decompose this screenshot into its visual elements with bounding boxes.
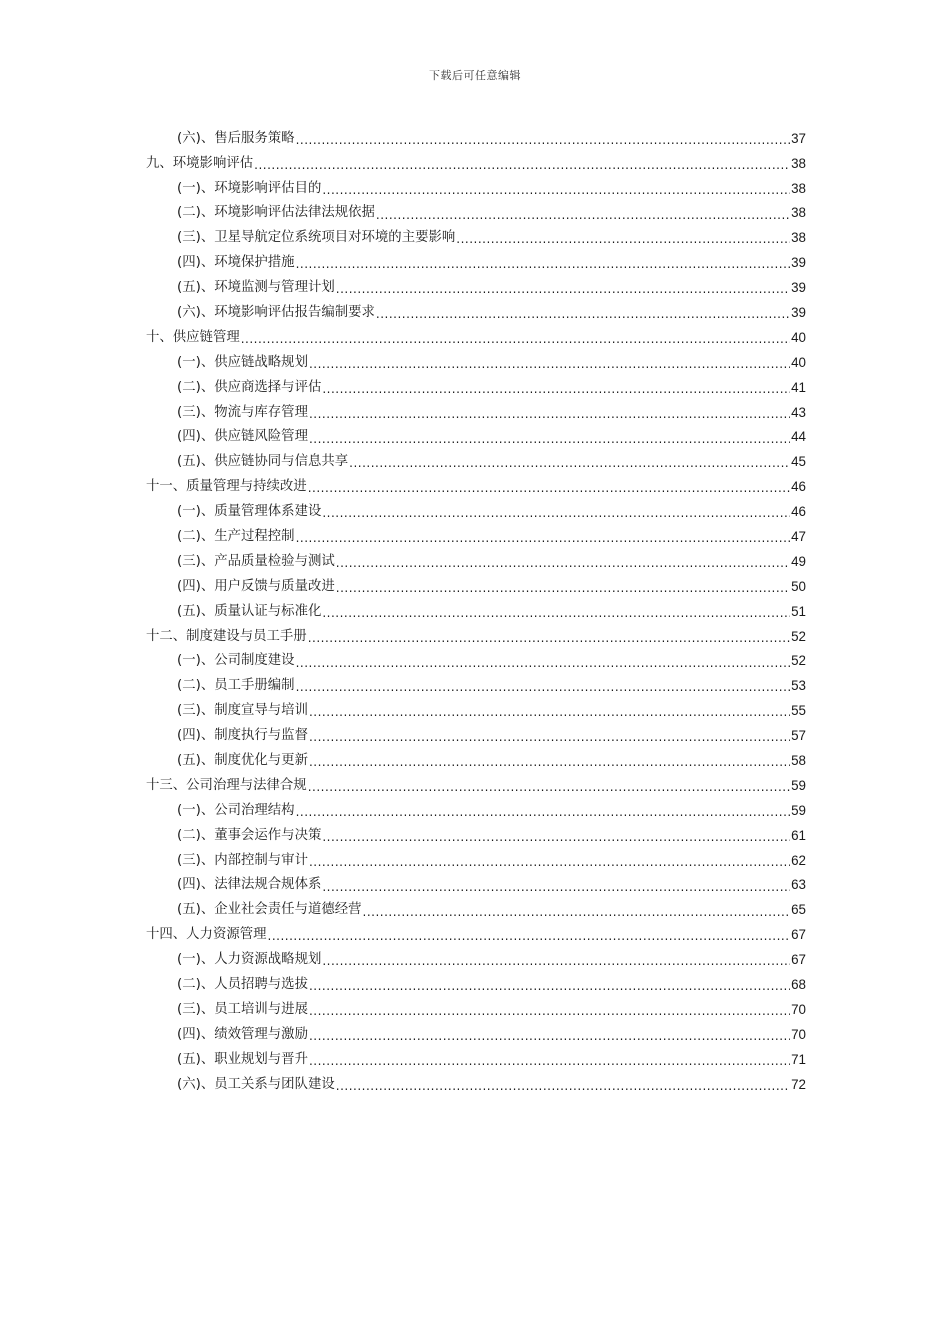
toc-entry-page-number: 45: [791, 454, 806, 470]
toc-dot-leader: [363, 906, 791, 923]
toc-entry[interactable]: [146, 151, 806, 176]
toc-entry[interactable]: [146, 474, 806, 499]
toc-entry-page-number: 44: [791, 429, 806, 445]
toc-entry-title: (六)、售后服务策略: [177, 130, 295, 146]
toc-entry-page-number: 46: [791, 479, 806, 495]
toc-dot-leader: [322, 831, 790, 848]
toc-entry[interactable]: [146, 873, 806, 898]
toc-dot-leader: [322, 507, 790, 524]
toc-entry-title: (三)、物流与库存管理: [177, 404, 308, 420]
toc-entry-title: (四)、供应链风险管理: [177, 429, 308, 445]
toc-entry[interactable]: [146, 499, 806, 524]
toc-entry-title: (四)、绩效管理与激励: [177, 1026, 308, 1042]
toc-entry[interactable]: [146, 400, 806, 425]
toc-entry-title: (三)、内部控制与审计: [177, 852, 308, 868]
toc-entry-page-number: 40: [791, 329, 806, 345]
toc-dot-leader: [296, 806, 791, 823]
toc-entry-page-number: 55: [791, 703, 806, 719]
toc-dot-leader: [322, 184, 790, 201]
toc-entry[interactable]: [146, 176, 806, 201]
toc-entry[interactable]: [146, 923, 806, 948]
toc-entry[interactable]: [146, 226, 806, 251]
toc-entry-title: 十一、质量管理与持续改进: [146, 479, 307, 495]
toc-entry[interactable]: [146, 947, 806, 972]
toc-entry-page-number: 39: [791, 280, 806, 296]
toc-entry-title: (一)、公司制度建设: [177, 653, 295, 669]
toc-entry-title: (五)、环境监测与管理计划: [177, 280, 335, 296]
toc-entry[interactable]: [146, 201, 806, 226]
toc-entry[interactable]: [146, 1022, 806, 1047]
toc-entry-title: (二)、环境影响评估法律法规依据: [177, 205, 375, 221]
toc-entry-title: (五)、供应链协同与信息共享: [177, 454, 349, 470]
toc-entry-title: (三)、员工培训与进展: [177, 1001, 308, 1017]
toc-entry-title: (五)、企业社会责任与道德经营: [177, 902, 362, 918]
toc-entry-title: (四)、制度执行与监督: [177, 728, 308, 744]
toc-entry-title: (五)、质量认证与标准化: [177, 603, 322, 619]
toc-entry-page-number: 52: [791, 628, 806, 644]
toc-entry-title: (五)、制度优化与更新: [177, 753, 308, 768]
toc-entry[interactable]: [146, 275, 806, 300]
toc-dot-leader: [309, 1005, 790, 1022]
toc-dot-leader: [309, 358, 790, 375]
toc-entry[interactable]: [146, 350, 806, 375]
toc-entry-page-number: 67: [791, 927, 806, 943]
toc-entry-title: 十、供应链管理: [146, 329, 240, 345]
toc-dot-leader: [309, 756, 790, 773]
toc-entry-page-number: 47: [791, 528, 806, 544]
toc-entry-title: (二)、董事会运作与决策: [177, 827, 322, 843]
toc-entry-page-number: 58: [791, 753, 806, 768]
toc-dot-leader: [336, 1080, 790, 1097]
toc-entry[interactable]: [146, 549, 806, 574]
toc-entry[interactable]: [146, 375, 806, 400]
toc-entry-title: (四)、环境保护措施: [177, 255, 295, 271]
toc-entry-title: (四)、用户反馈与质量改进: [177, 578, 335, 594]
toc-dot-leader: [268, 930, 791, 947]
toc-dot-leader: [336, 557, 790, 574]
toc-entry[interactable]: [146, 773, 806, 798]
toc-entry-page-number: 40: [791, 354, 806, 370]
toc-entry[interactable]: [146, 823, 806, 848]
toc-entry-page-number: 63: [791, 877, 806, 893]
toc-entry-page-number: 43: [791, 404, 806, 420]
toc-entry-title: (一)、环境影响评估目的: [177, 180, 322, 196]
toc-entry[interactable]: [146, 723, 806, 748]
toc-entry[interactable]: [146, 126, 806, 151]
toc-entry-title: (四)、法律法规合规体系: [177, 877, 322, 893]
toc-entry-title: 九、环境影响评估: [146, 155, 254, 171]
toc-entry-page-number: 50: [791, 578, 806, 594]
toc-dot-leader: [322, 881, 790, 898]
toc-dot-leader: [322, 955, 790, 972]
toc-dot-leader: [296, 258, 791, 275]
toc-entry[interactable]: [146, 798, 806, 823]
toc-entry-title: (二)、生产过程控制: [177, 528, 295, 544]
toc-entry-page-number: 61: [791, 827, 806, 843]
toc-entry[interactable]: [146, 450, 806, 475]
toc-entry[interactable]: [146, 1072, 806, 1097]
toc-entry-title: (三)、卫星导航定位系统项目对环境的主要影响: [177, 230, 456, 246]
toc-entry-page-number: 41: [791, 379, 806, 395]
toc-entry[interactable]: [146, 972, 806, 997]
toc-entry[interactable]: [146, 898, 806, 923]
toc-entry[interactable]: [146, 624, 806, 649]
toc-entry-page-number: 68: [791, 977, 806, 993]
toc-entry-title: (一)、供应链战略规划: [177, 354, 308, 370]
toc-entry-page-number: 38: [791, 180, 806, 196]
toc-entry-page-number: 71: [791, 1051, 806, 1067]
toc-entry-page-number: 37: [791, 130, 806, 146]
toc-entry-page-number: 62: [791, 852, 806, 868]
toc-entry-page-number: 53: [791, 678, 806, 694]
toc-entry[interactable]: [146, 250, 806, 275]
toc-dot-leader: [376, 209, 790, 226]
toc-entry-title: (三)、产品质量检验与测试: [177, 553, 335, 569]
toc-dot-leader: [296, 532, 791, 549]
toc-dot-leader: [309, 706, 790, 723]
toc-dot-leader: [308, 482, 790, 499]
toc-entry-title: 十三、公司治理与法律合规: [146, 777, 307, 793]
toc-entry-title: (五)、职业规划与晋升: [177, 1051, 308, 1067]
toc-dot-leader: [241, 333, 790, 350]
toc-entry-page-number: 70: [791, 1026, 806, 1042]
toc-dot-leader: [376, 308, 790, 325]
toc-entry[interactable]: [146, 997, 806, 1022]
toc-entry[interactable]: [146, 649, 806, 674]
toc-entry-title: (一)、质量管理体系建设: [177, 504, 322, 520]
toc-dot-leader: [309, 408, 790, 425]
toc-entry-page-number: 59: [791, 802, 806, 818]
toc-entry-title: 十四、人力资源管理: [146, 927, 267, 943]
toc-entry[interactable]: [146, 674, 806, 699]
toc-entry-title: (六)、员工关系与团队建设: [177, 1076, 335, 1092]
toc-entry-title: (二)、员工手册编制: [177, 678, 295, 694]
toc-entry[interactable]: [146, 425, 806, 450]
toc-entry-title: (一)、公司治理结构: [177, 802, 295, 818]
toc-dot-leader: [296, 134, 791, 151]
toc-entry[interactable]: [146, 748, 806, 773]
toc-entry-page-number: 59: [791, 777, 806, 793]
toc-entry-page-number: 57: [791, 728, 806, 744]
toc-entry-title: (二)、人员招聘与选拔: [177, 977, 308, 993]
toc-dot-leader: [309, 1055, 790, 1072]
toc-dot-leader: [322, 383, 790, 400]
toc-dot-leader: [309, 731, 790, 748]
toc-dot-leader: [322, 607, 790, 624]
toc-entry-page-number: 70: [791, 1001, 806, 1017]
toc-dot-leader: [349, 457, 790, 474]
page-header: 下载后可任意编辑: [429, 69, 521, 82]
toc-entry-page-number: 72: [791, 1076, 806, 1092]
toc-entry-page-number: 52: [791, 653, 806, 669]
toc-entry[interactable]: [146, 599, 806, 624]
toc-dot-leader: [309, 980, 790, 997]
toc-entry-title: (三)、制度宣导与培训: [177, 703, 308, 719]
toc-entry-page-number: 38: [791, 155, 806, 171]
toc-dot-leader: [309, 1030, 790, 1047]
toc-dot-leader: [456, 233, 790, 250]
toc-dot-leader: [336, 582, 790, 599]
toc-entry-title: 十二、制度建设与员工手册: [146, 628, 307, 644]
toc-entry-page-number: 49: [791, 553, 806, 569]
toc-entry-page-number: 39: [791, 304, 806, 320]
toc-entry-page-number: 67: [791, 952, 806, 968]
toc-dot-leader: [336, 283, 790, 300]
toc-entry-page-number: 65: [791, 902, 806, 918]
toc-entry-title: (一)、人力资源战略规划: [177, 952, 322, 968]
toc-entry[interactable]: [146, 300, 806, 325]
toc-entry-page-number: 39: [791, 255, 806, 271]
toc-dot-leader: [308, 781, 790, 798]
toc-entry[interactable]: [146, 325, 806, 350]
toc-entry-page-number: 51: [791, 603, 806, 619]
toc-dot-leader: [296, 657, 791, 674]
toc-entry-page-number: 46: [791, 504, 806, 520]
toc-entry[interactable]: [146, 698, 806, 723]
toc-dot-leader: [254, 159, 790, 176]
toc-entry[interactable]: [146, 848, 806, 873]
toc-dot-leader: [309, 433, 790, 450]
toc-dot-leader: [309, 856, 790, 873]
toc-entry-title: (二)、供应商选择与评估: [177, 379, 322, 395]
toc-entry-page-number: 38: [791, 230, 806, 246]
toc-dot-leader: [308, 632, 790, 649]
toc-entry-page-number: 38: [791, 205, 806, 221]
toc-entry[interactable]: [146, 524, 806, 549]
toc-entry[interactable]: [146, 1047, 806, 1072]
toc-dot-leader: [296, 681, 791, 698]
table-of-contents: [146, 126, 806, 1097]
toc-entry-title: (六)、环境影响评估报告编制要求: [177, 304, 375, 320]
toc-entry[interactable]: [146, 574, 806, 599]
